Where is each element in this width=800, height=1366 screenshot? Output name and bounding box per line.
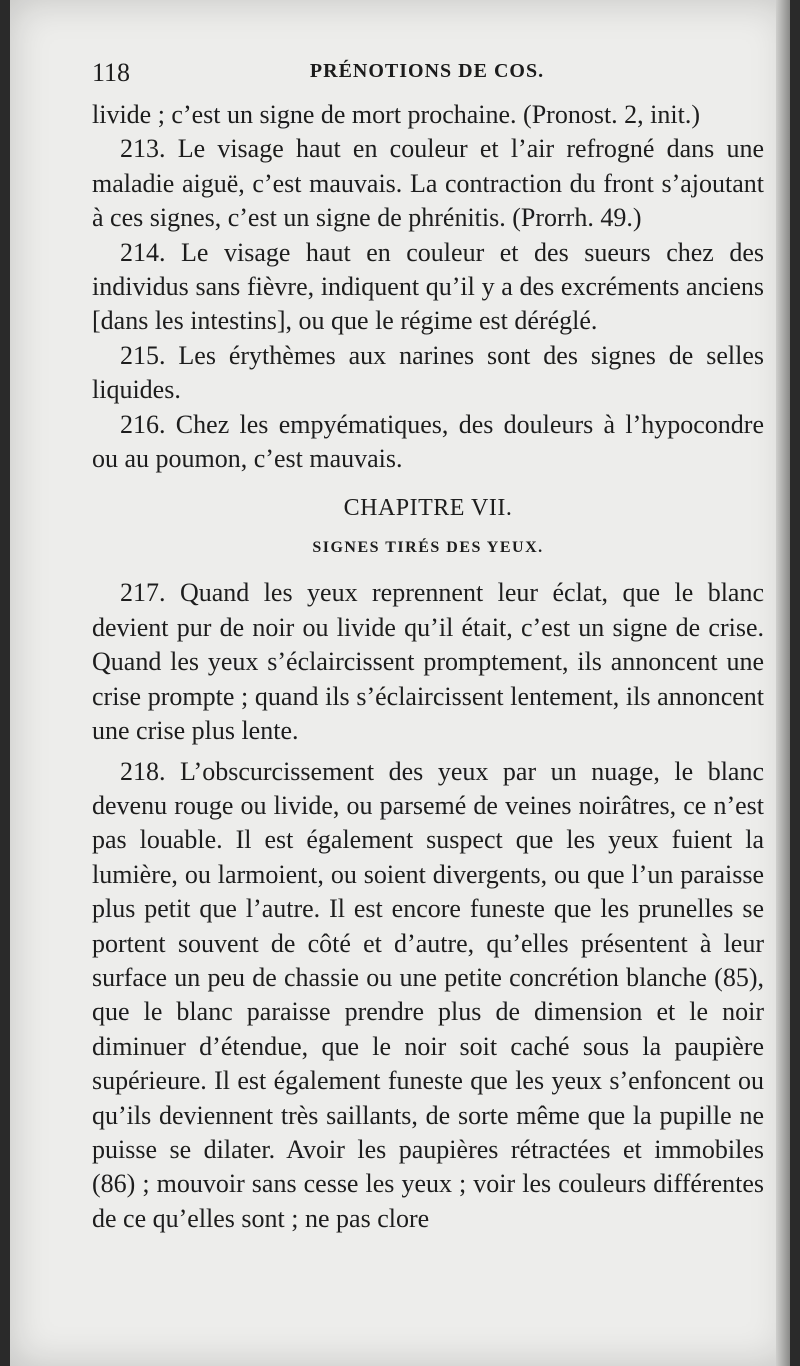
paragraph-217: 217. Quand les yeux reprennent leur éclat, que le blanc devient pur de noir ou livide qu’il était, c’est un signe de crise. Quand les yeux s’éclaircissent promptement, ils annoncent une crise prompte ; quand ils s’éclaircissent lentement, ils annoncent une crise plus lente. (92, 578, 764, 746)
paragraph-216: 216. Chez les empyématiques, des douleurs à l’hypocondre ou au poumon, c’est mauvais. (92, 409, 764, 474)
paragraph-continuation: livide ; c’est un signe de mort prochaine. (Pronost. 2, init.) (92, 100, 700, 129)
page-edge-shadow (776, 0, 790, 1366)
body-text (92, 98, 764, 1236)
paragraph-213: 213. Le visage haut en couleur et l’air refrogné dans une maladie aiguë, c’est mauvais. La contraction du front s’ajoutant à ces signes, c’est un signe de phrénitis. (Prorrh. 49.) (92, 134, 764, 233)
chapter-title: CHAPITRE VII. (343, 495, 513, 522)
section-title: SIGNES TIRÉS DES YEUX. (312, 539, 544, 557)
page-number: 118 (92, 58, 131, 87)
running-head-title: PRÉNOTIONS DE COS. (309, 60, 545, 82)
paragraph-215: 215. Les érythèmes aux narines sont des signes de selles liquides. (92, 340, 764, 405)
paragraph-214: 214. Le visage haut en couleur et des sueurs chez des individus sans fièvre, indiquent qu’il y a des excréments anciens [dans les intestins], ou que le régime est déréglé. (92, 237, 764, 336)
paragraph-218: 218. L’obscurcissement des yeux par un nuage, le blanc devenu rouge ou livide, ou parsemé de veines noirâtres, ce n’est pas louable. Il est également suspect que les yeux fuient la lumière, ou larmoient, ou soient divergents, ou que l’un paraisse plus petit que l’autre. Il est encore funeste que les prunelles se portent souvent de côté et d’autre, qu’elles présentent à leur surface un peu de chassie ou une petite concrétion blanche (85), que le blanc paraisse prendre plus de dimension et le noir diminuer d’étendue, que le noir soit caché sous la paupière supérieure. Il est également funeste que les yeux s’enfoncent ou qu’ils deviennent très saillants, de sorte même que la pupille ne puisse se dilater. Avoir les paupières rétractées et immobiles (86) ; mouvoir sans cesse les yeux ; voir les couleurs différentes de ce qu’elles sont ; ne pas clore (92, 756, 764, 1233)
book-page (10, 0, 790, 1366)
running-head (82, 58, 772, 92)
